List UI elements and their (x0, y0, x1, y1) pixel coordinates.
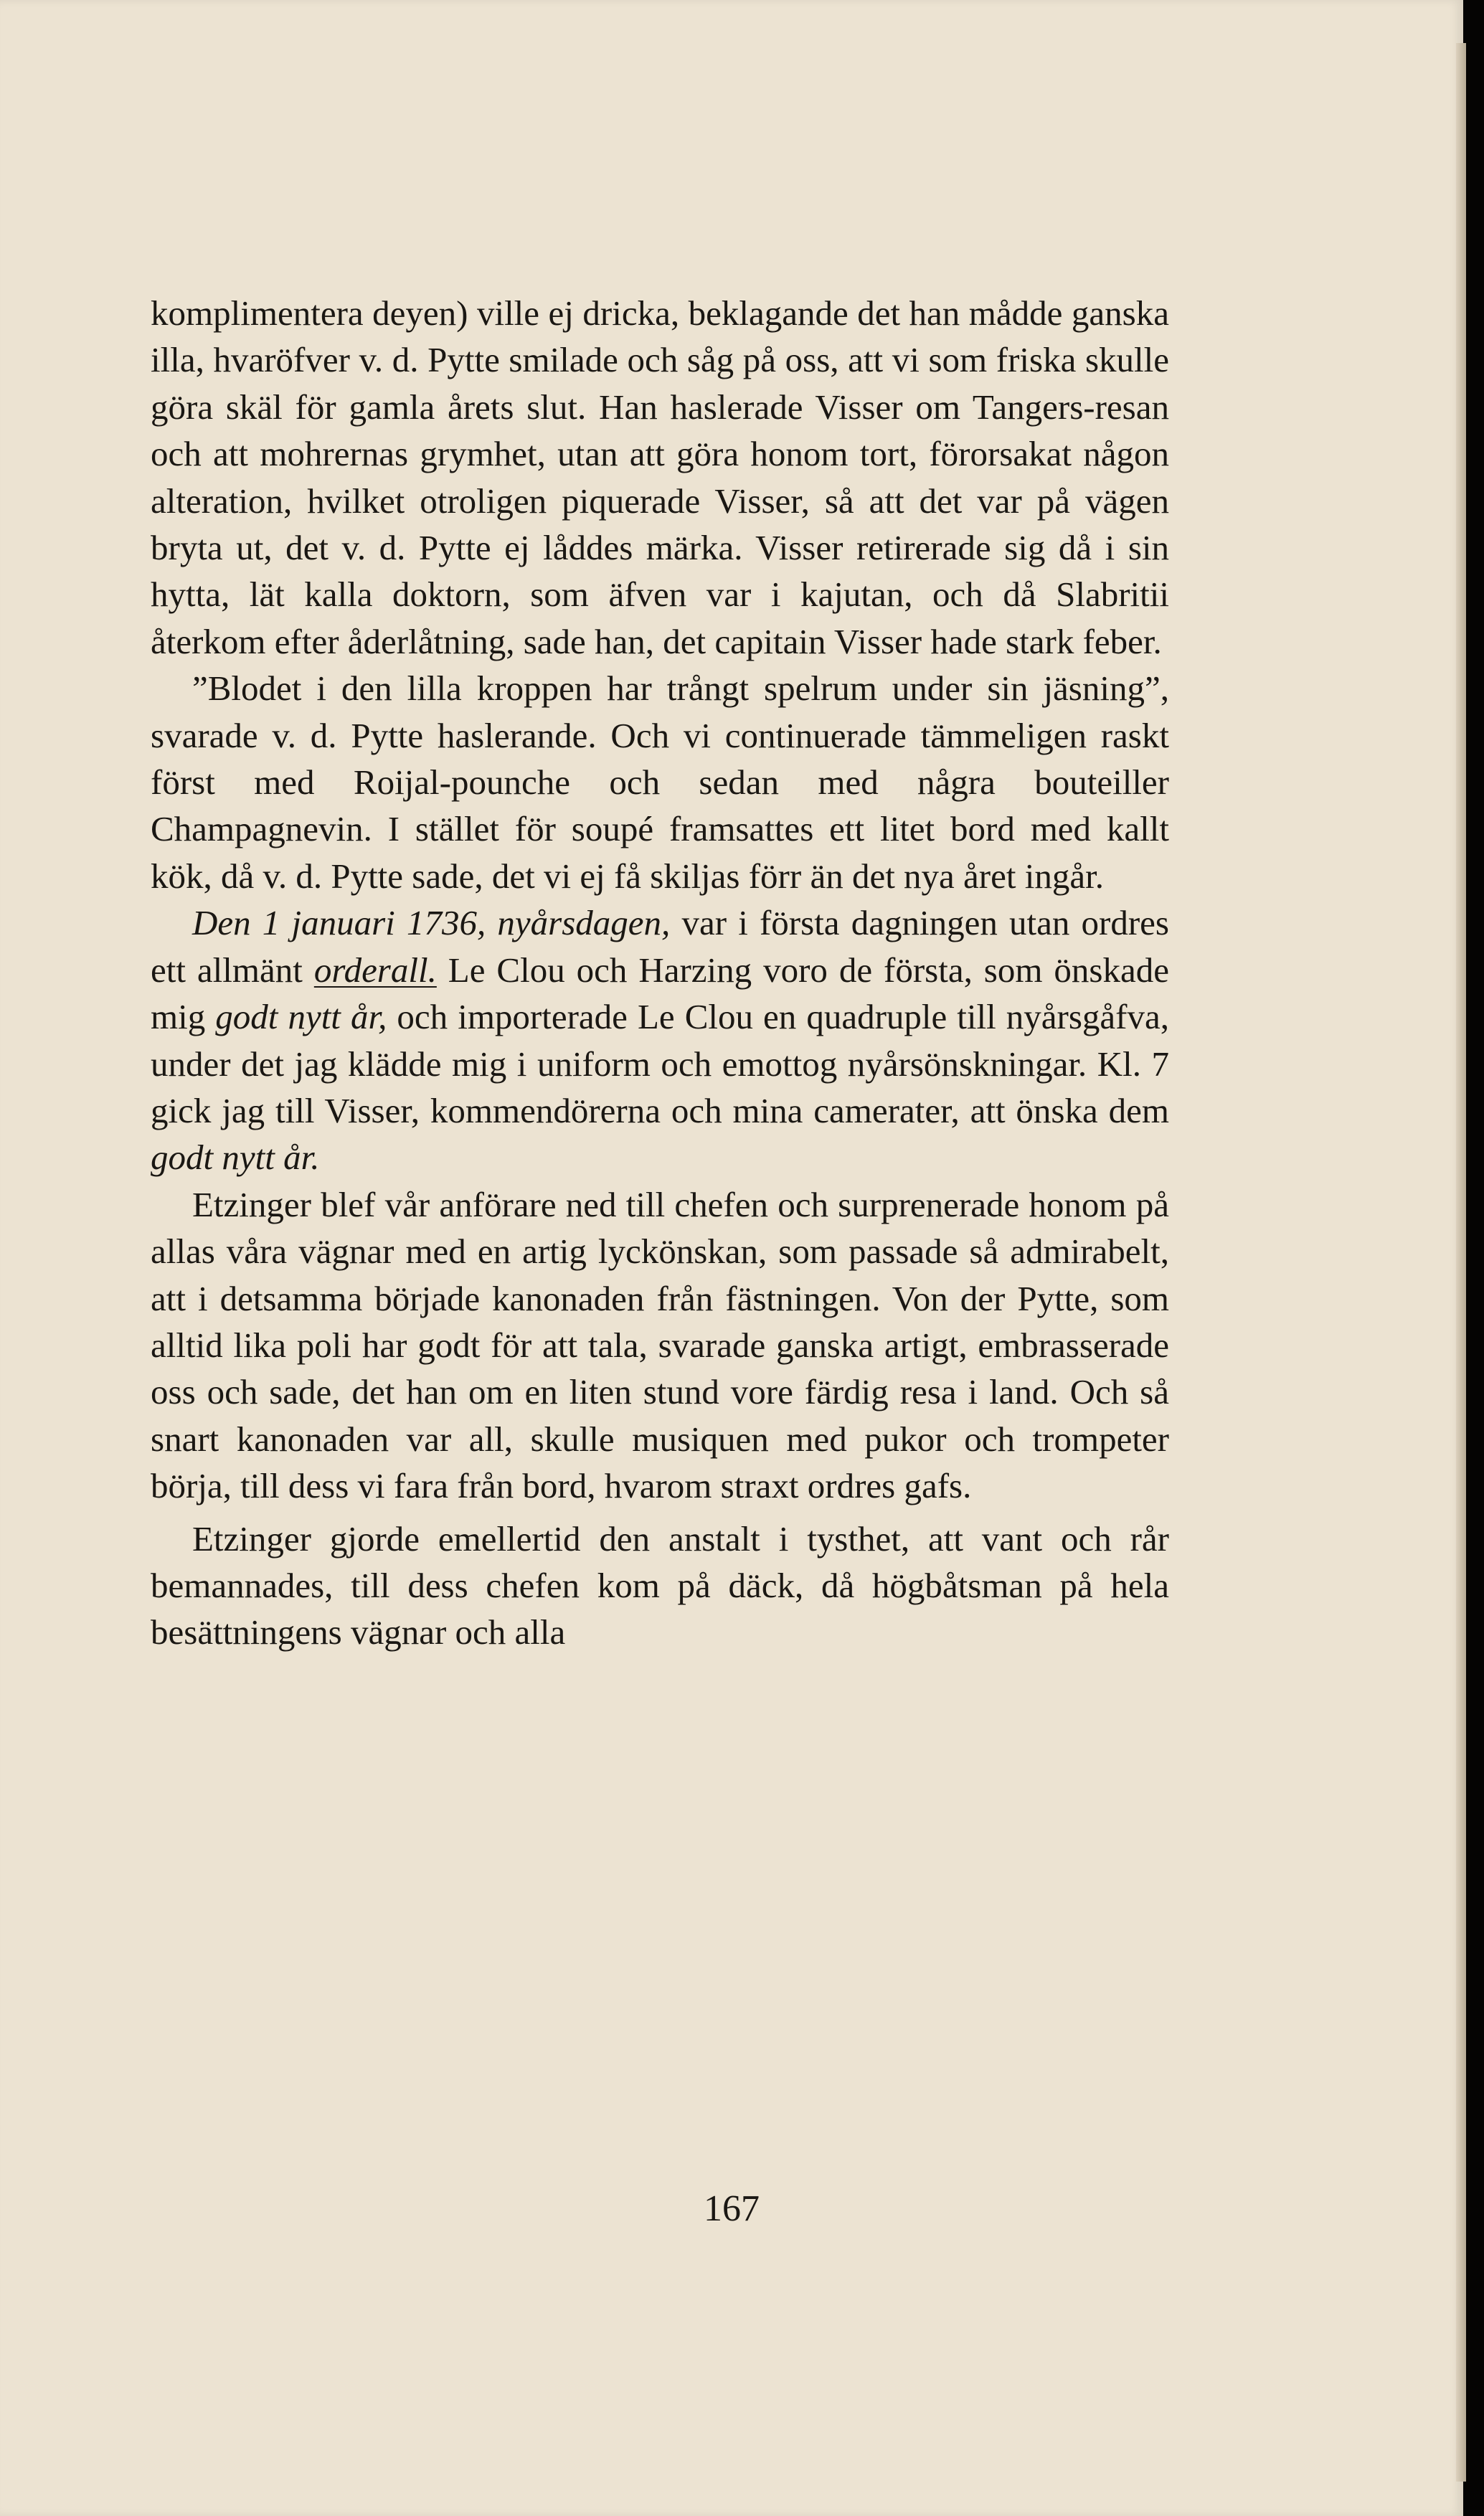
paragraph (151, 665, 1169, 899)
text-run: Etzinger gjorde emellertid den anstalt i tysthet, att vant och rår bemannades, till dess chefen kom på däck, då högbåtsman på hela besättningens vägnar och alla (151, 1518, 1169, 1652)
paragraph (151, 290, 1169, 665)
page-edge (1456, 43, 1466, 2482)
text-run: Etzinger blef vår anförare ned till chefen och surprenerade honom på allas våra vägnar med en artig lyckönskan, som passade så admirabelt, att i detsamma började kanonaden från fästningen. Von der Pytte, som alltid lika poli har godt för att tala, svarade ganska artigt, embrasserade oss och sade, det han om en liten stund vore färdig resa i land. Och så snart kanonaden var all, skulle musiquen med pukor och trompeter börja, till dess vi fara från bord, hvarom straxt ordres gafs. (151, 1184, 1169, 1506)
paragraph (151, 1181, 1169, 1510)
text-run: och importerade Le Clou en quadruple till nyårsgåfva, under det jag klädde mig i uniform och emottog nyårsönskningar. Kl. 7 gick jag till Visser, kommendörerna och mina camerater, att önska dem (151, 997, 1170, 1130)
italic-phrase: godt nytt år, (215, 997, 387, 1037)
underlined-word: orderall. (313, 950, 437, 990)
italic-phrase: godt nytt år. (151, 1138, 320, 1178)
paragraph (151, 1515, 1169, 1656)
text-run: komplimentera deyen) ville ej dricka, beklagande det han mådde ganska illa, hvaröfver v. d. Pytte smilade och såg på oss, att vi som friska skulle göra skäl för gamla årets slut. Han haslerade Visser om Tangers-resan och att mohrernas grymhet, utan att göra honom tort, förorsakat någon alteration, hvilket otroligen piquerade Visser, så att det var på vägen bryta ut, det v. d. Pytte ej låddes märka. Visser retirerade sig då i sin hytta, lät kalla doktorn, som äfven var i kajutan, och då Slabritii återkom efter åderlåtning, sade han, det capitain Visser hade stark feber. (151, 293, 1169, 661)
page-number: 167 (704, 2188, 760, 2229)
text-run: ”Blodet i den lilla kroppen har trångt spelrum under sin jäsning”, svarade v. d. Pytte haslerande. Och vi continuerade tämmeligen raskt först med Roijal-pounche och sedan med några bouteiller Champagnevin. I stället för soupé framsattes ett litet bord med kallt kök, då v. d. Pytte sade, det vi ej få skiljas förr än det nya året ingår. (151, 668, 1169, 896)
text-run: Le Clou och Harzing voro de första, som önskade mig (151, 950, 1169, 1037)
text-run: var i första dagningen utan ordres ett allmänt (151, 903, 1170, 990)
italic-date: Den 1 januari 1736, nyårsdagen, (192, 903, 671, 943)
body-text (151, 290, 1169, 1656)
paragraph (151, 899, 1169, 1181)
